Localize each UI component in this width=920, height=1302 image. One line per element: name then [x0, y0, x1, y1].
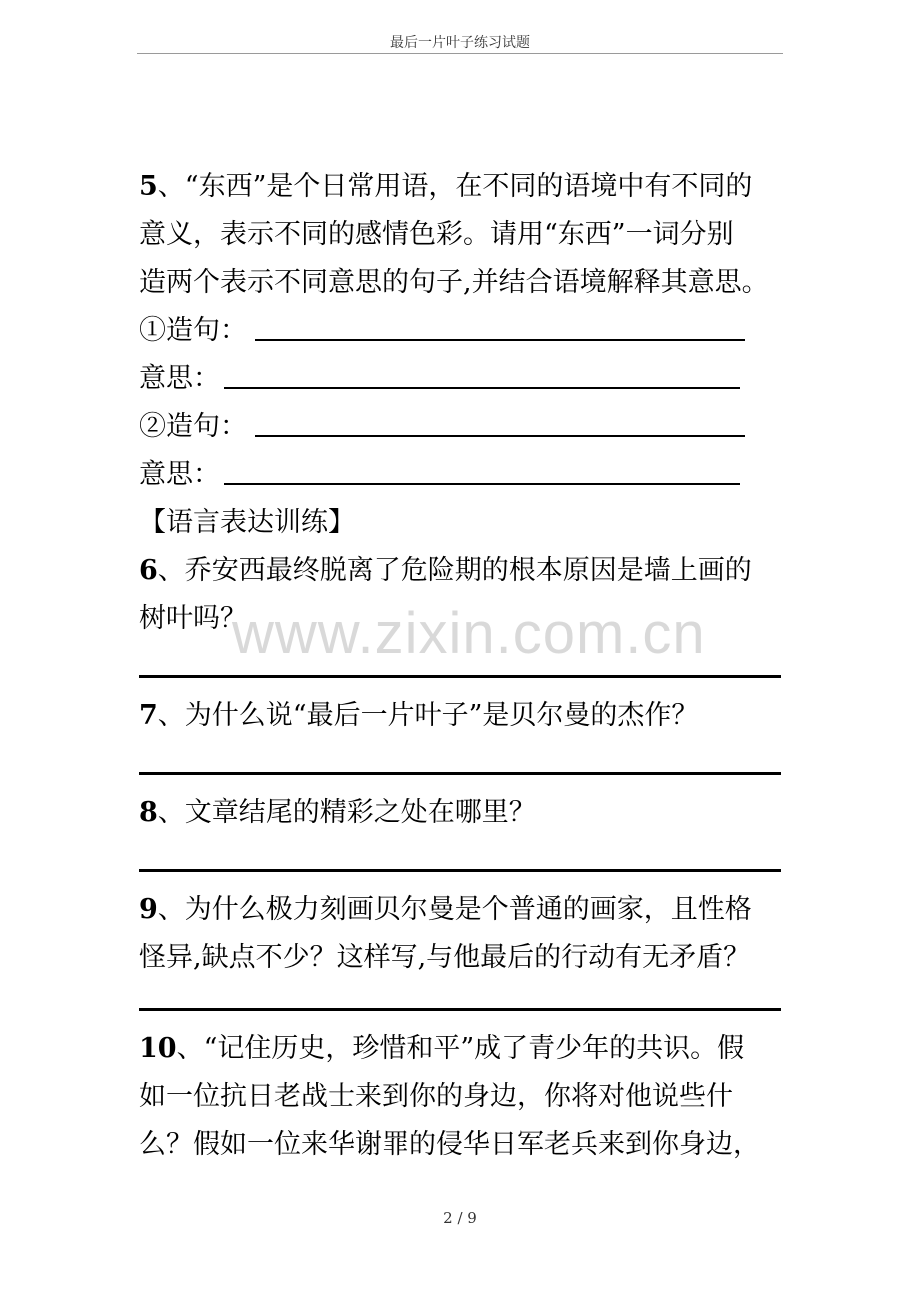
sentence-2-row	[139, 403, 784, 451]
question-10-number: 10	[139, 1033, 177, 1064]
question-8-number: 8	[139, 797, 158, 828]
question-7-number: 7	[139, 700, 158, 731]
question-8	[139, 789, 784, 872]
sentence-1-label: ①造句：	[139, 315, 247, 346]
sentence-2-blank[interactable]	[255, 435, 745, 437]
question-9	[139, 886, 784, 1011]
question-5-text-1: 、“东西”是个日常用语，在不同的语境中有不同的	[157, 171, 753, 202]
meaning-2-blank[interactable]	[224, 483, 740, 485]
sentence-1-row	[139, 307, 784, 355]
meaning-2-row	[139, 451, 784, 499]
question-10-line-3: 么？假如一位来华谢罪的侵华日军老兵来到你身边，	[139, 1129, 760, 1160]
question-6-line-2: 树叶吗？	[139, 603, 247, 634]
header-divider	[137, 53, 783, 54]
meaning-1-label: 意思：	[139, 363, 220, 394]
section-title: 【语言表达训练】	[139, 507, 355, 538]
question-6-number: 6	[139, 555, 158, 586]
question-9-line-2: 怪异,缺点不少？这样写,与他最后的行动有无矛盾？	[139, 942, 751, 973]
meaning-2-label: 意思：	[139, 459, 220, 490]
question-5-line-3: 造两个表示不同意思的句子,并结合语境解释其意思。	[139, 267, 769, 298]
sentence-1-blank[interactable]	[255, 339, 745, 341]
question-6-text-1: 、乔安西最终脱离了危险期的根本原因是墙上画的	[157, 555, 752, 586]
sentence-2-label: ②造句：	[139, 411, 247, 442]
question-6-line-1	[139, 547, 784, 595]
question-10-line-1	[139, 1025, 784, 1073]
question-5-number: 5	[139, 171, 158, 202]
question-8-text: 、文章结尾的精彩之处在哪里？	[157, 797, 536, 828]
question-7-text: 、为什么说“最后一片叶子”是贝尔曼的杰作？	[157, 700, 699, 731]
question-8-line-1	[139, 789, 784, 837]
question-7	[139, 692, 784, 775]
page-header-title: 最后一片叶子练习试题	[390, 35, 530, 51]
meaning-1-blank[interactable]	[224, 387, 740, 389]
question-9-number: 9	[139, 894, 158, 925]
question-6	[139, 547, 784, 678]
question-9-text-1: 、为什么极力刻画贝尔曼是个普通的画家，且性格	[157, 894, 752, 925]
question-10-text-1: 、“记住历史，珍惜和平”成了青少年的共识。假	[176, 1033, 745, 1064]
question-7-line-1	[139, 692, 784, 740]
watermark: www.zixin.com.cn	[232, 601, 706, 666]
question-5-line-1	[139, 163, 784, 211]
question-5	[139, 163, 784, 499]
question-5-line-2: 意义，表示不同的感情色彩。请用“东西”一词分别	[139, 219, 734, 250]
page-number: 2 / 9	[443, 1209, 477, 1227]
question-10	[139, 1025, 784, 1169]
document-body	[139, 163, 784, 1169]
meaning-1-row	[139, 355, 784, 403]
question-9-line-1	[139, 886, 784, 934]
question-10-line-2: 如一位抗日老战士来到你的身边，你将对他说些什	[139, 1081, 733, 1112]
